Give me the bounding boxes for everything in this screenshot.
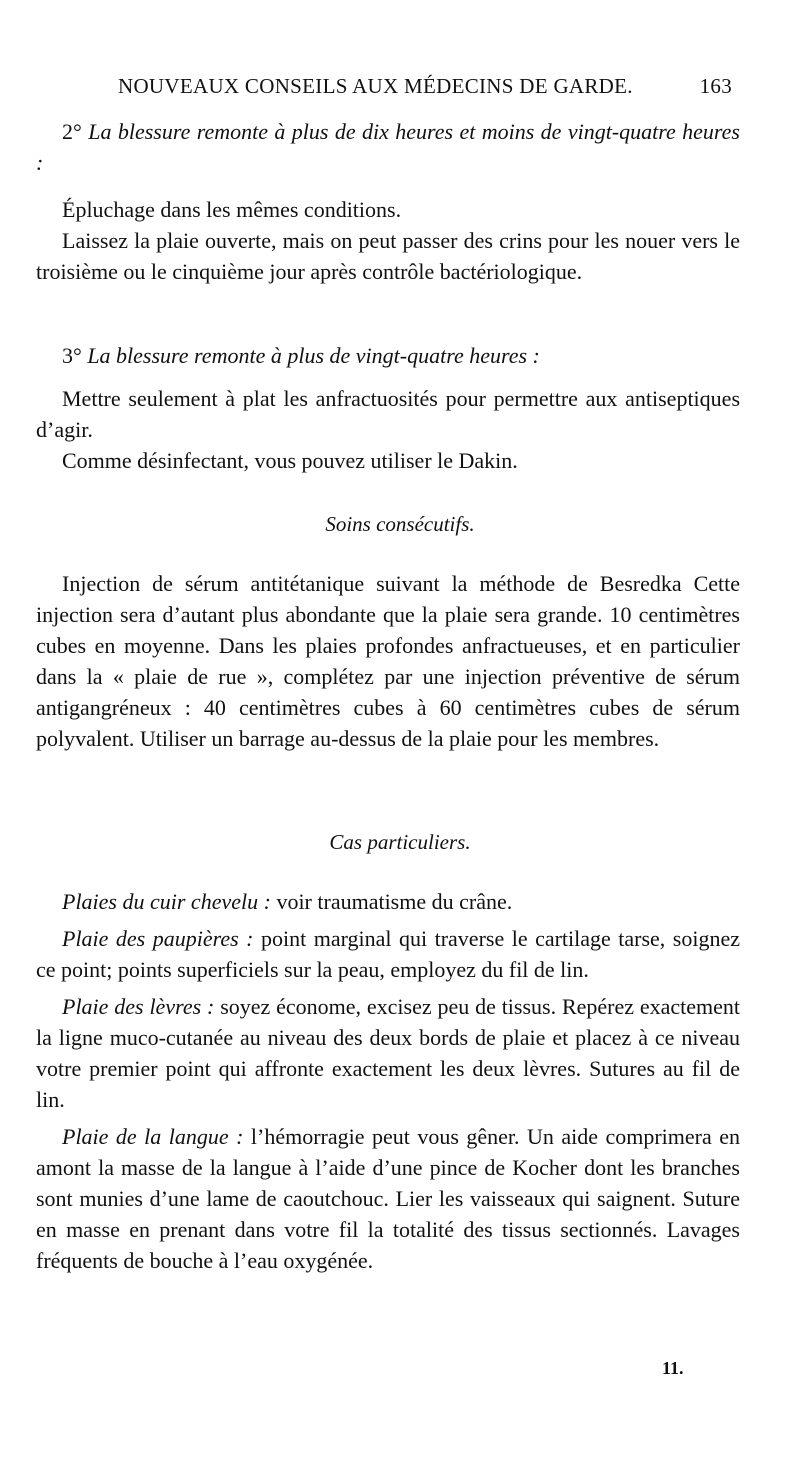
cas-item-text: point marginal qui traverse le cartilage tarse, soignez ce point; points superficiels sur la peau, employez du fil de lin. (36, 926, 741, 982)
section-2-paragraph-1: Épluchage dans les mêmes conditions. (62, 197, 402, 222)
section-3-paragraph-1: Mettre seulement à plat les anfractuosités pour permettre aux antiseptiques d’agir. (36, 386, 740, 442)
running-title: NOUVEAUX CONSEILS AUX MÉDECINS DE GARDE. (118, 74, 633, 98)
cas-item-text: soyez économe, excisez peu de tissus. Repérez exactement la ligne muco-cutanée au niveau des deux bords de plaie et placez à ce niveau votre premier point qui affronte exactement les deux lèvres. Sutures au fil de lin. (36, 994, 741, 1112)
cas-item-title: Plaie de la langue : (62, 1124, 244, 1149)
section-3-paragraph-2: Comme désinfectant, vous pouvez utiliser le Dakin. (62, 448, 518, 473)
soins-heading: Soins consécutifs. (325, 512, 475, 536)
cas-item (36, 923, 740, 985)
cas-item-title: Plaies du cuir chevelu : (62, 889, 271, 914)
cas-heading: Cas particuliers. (329, 830, 471, 854)
section-3 (36, 340, 740, 476)
section-2 (36, 116, 740, 287)
section-3-heading (36, 340, 740, 371)
cas-item-title: Plaie des paupières : (62, 926, 254, 951)
cas-item (36, 1121, 740, 1276)
section-2-number: 2° (62, 119, 82, 144)
section-2-title: La blessure remonte à plus de dix heures et moins de vingt-quatre heures : (36, 119, 740, 175)
cas-section (36, 886, 740, 1276)
page-number: 163 (699, 74, 732, 98)
section-2-paragraph-2: Laissez la plaie ouverte, mais on peut passer des crins pour les nouer vers le troisième ou le cinquième jour après contrôle bactériologique. (36, 228, 740, 284)
section-3-title: La blessure remonte à plus de vingt-quatre heures : (87, 343, 540, 368)
soins-paragraph: Injection de sérum antitétanique suivant la méthode de Besredka Cette injection sera d’autant plus abondante que la plaie sera grande. 10 centimètres cubes en moyenne. Dans les plaies profondes anfractueuses, et en particulier dans la « plaie de rue », complétez par une injection préventive de sérum antigangréneux : 40 centimètres cubes à 60 centimètres cubes de sérum polyvalent. Utiliser un barrage au-dessus de la plaie pour les membres. (36, 571, 740, 751)
soins-section (36, 568, 740, 754)
cas-item (36, 886, 740, 917)
cas-item-title: Plaie des lèvres : (62, 994, 215, 1019)
cas-item-text: l’hémorragie peut vous gêner. Un aide comprimera en amont la masse de la langue à l’aide d’une pince de Kocher dont les branches sont munies d’une lame de caoutchouc. Lier les vaisseaux qui saignent. Suture en masse en prenant dans votre fil la totalité des tissus sectionnés. Lavages fréquents de bouche à l’eau oxygénée. (36, 1124, 740, 1273)
section-3-number: 3° (62, 343, 82, 368)
signature-mark: 11. (662, 1358, 684, 1378)
running-header (118, 74, 732, 99)
section-2-heading (36, 116, 740, 178)
cas-item-text: voir traumatisme du crâne. (276, 889, 513, 914)
cas-item (36, 991, 740, 1115)
